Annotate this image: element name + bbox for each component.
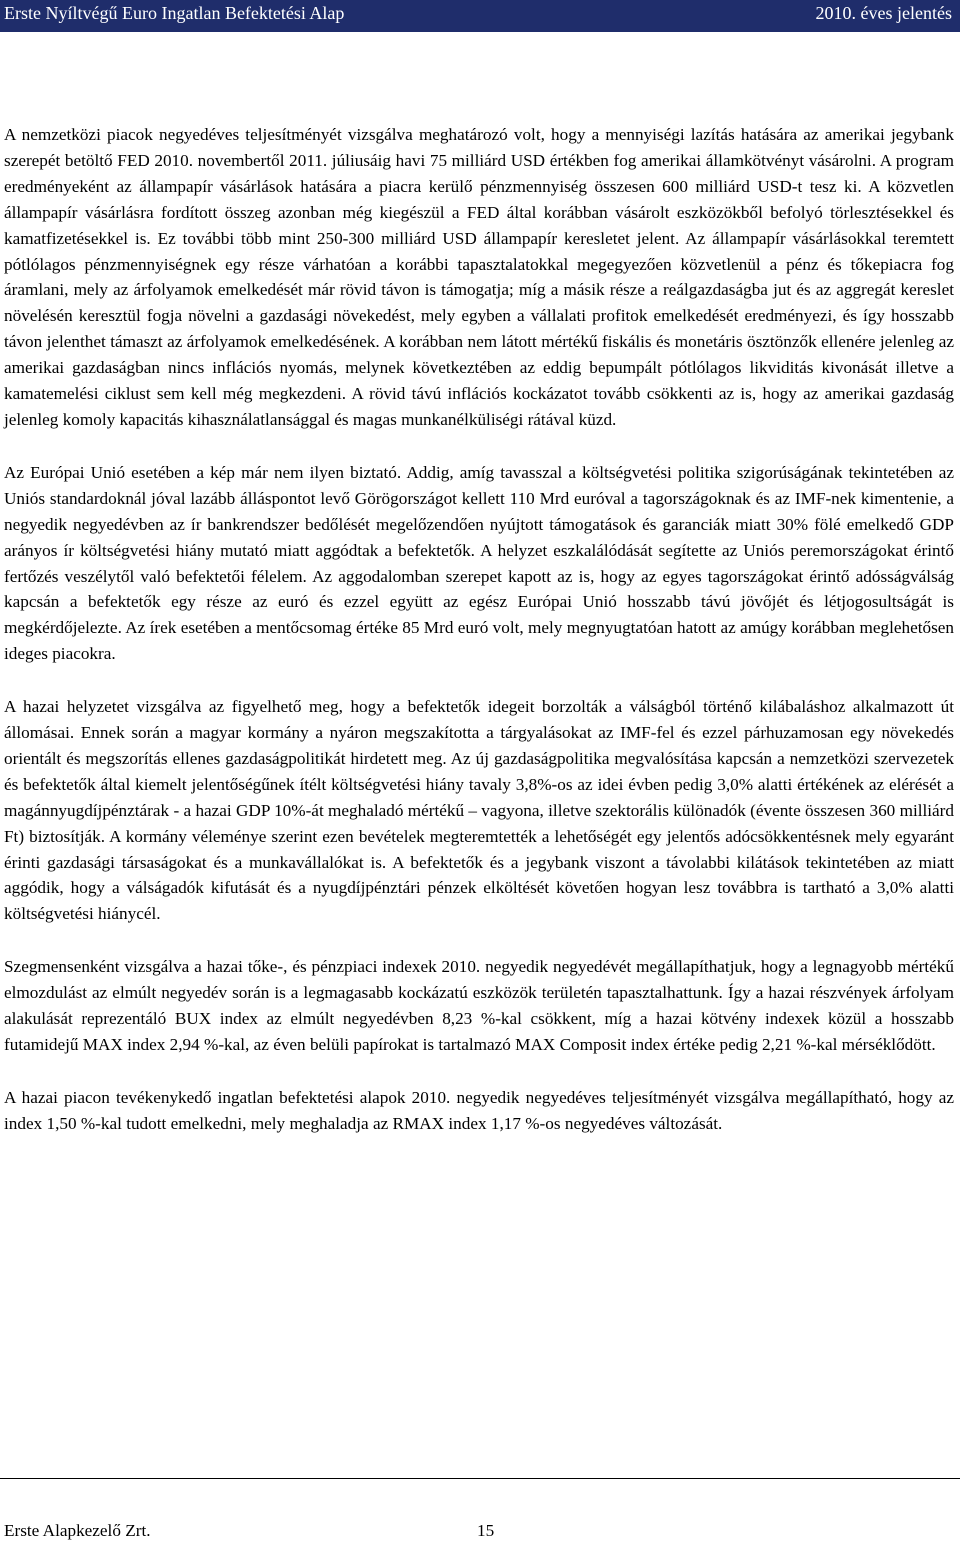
document-title: Erste Nyíltvégű Euro Ingatlan Befektetési Alap: [4, 3, 345, 23]
footer-company: Erste Alapkezelő Zrt.: [4, 1521, 151, 1540]
footer-divider: [0, 1478, 960, 1479]
page-number: 15: [477, 1521, 495, 1540]
body-text: [4, 122, 954, 1164]
report-title: 2010. éves jelentés: [815, 3, 952, 23]
page-header: [0, 0, 960, 32]
paragraph-domestic-situation: A hazai helyzetet vizsgálva az figyelhető meg, hogy a befektetők idegeit borzolták a válságból történő kilábaláshoz alkalmazott út állomásai. Ennek során a magyar kormány a nyáron megszakította a tárgyalásokat az IMF-fel és ezzel párhuzamosan egy növekedés orientált és megszorítás ellenes gazdaságpolitikát hirdetett meg. Az új gazdaságpolitika megvalósítása kapcsán a nemzetközi szervezetek és befektetők által kiemelt jelentőségűnek ítélt költségvetési hiány tavaly 3,8%-os az idei évben pedig 3,0% alatti értékének az elérését a magánnyugdíjpénztárak - a hazai GDP 10%-át meghaladó mértékű – vagyona, illetve szektorális különadók (évente összesen 360 milliárd Ft) biztosítják. A kormány véleménye szerint ezen bevételek megteremtették a lehetőségét egy jelentős adócsökkentésnek mely egyaránt érinti gazdasági társaságokat és a munkavállalókat is. A befektetők és a jegybank viszont a távolabbi kilátások tekintetében az miatt aggódik, hogy a válságadók kifutását és a nyugdíjpénztári pénzek elköltését követően hogyan lesz továbbra is tartható a 3,0% alatti költségvetési hiánycél.: [4, 697, 954, 924]
paragraph-european-union: Az Európai Unió esetében a kép már nem ilyen biztató. Addig, amíg tavasszal a költségvetési politika szigorúságának tekintetében az Uniós standardoknál jóval lazább álláspontot levő Görögországot kellett 110 Mrd euróval a tagországoknak és az IMF-nek kimentenie, a negyedik negyedévben az ír bankrendszer bedőlését megelőzendően nyújtott támogatások és garanciák miatt 30% fölé emelkedő GDP arányos ír költségvetési hiány mutató miatt aggódtak a befektetők. A helyzet eszkalálódását segítette az Uniós peremországokat érintő fertőzés veszélytől való befektetői félelem. Az aggodalomban szerepet kapott az is, hogy az egyes tagországokat érintő adósságválság kapcsán a befektetők egy része az euró és ezzel együtt az egész Európai Unió hosszabb távú jövőjét és létjogosultságát is megkérdőjelezte. Az írek esetében a mentőcsomag értéke 85 Mrd euró volt, mely megnyugtatóan hatott az amúgy korábban meglehetősen ideges piacokra.: [4, 462, 954, 664]
paragraph-real-estate-funds: A hazai piacon tevékenykedő ingatlan befektetési alapok 2010. negyedik negyedéves teljesítményét vizsgálva megállapítható, hogy az index 1,50 %-kal tudott emelkedni, mely meghaladja az RMAX index 1,17 %-os negyedéves változását.: [4, 1087, 954, 1133]
paragraph-international-markets: A nemzetközi piacok negyedéves teljesítményét vizsgálva meghatározó volt, hogy a mennyiségi lazítás hatására az amerikai jegybank szerepét betöltő FED 2010. novembertől 2011. júliusáig havi 75 milliárd USD értékben fog amerikai államkötvényt vásárolni. A program eredményeként az állampapír vásárlások hatására a piacra kerülő pénzmennyiség összesen 600 milliárd USD-t tesz ki. A közvetlen állampapír vásárlásra fordított összeg azonban még kiegészül a FED által korábban vásárolt eszközökből befolyó törlesztésekkel és kamatfizetésekkel is. Ez további több mint 250-300 milliárd USD állampapír keresletet jelent. Az állampapír vásárlásokkal teremtett pótlólagos pénzmennyiségnek egy része várhatóan a korábbi tapasztalatokkal megegyezően közvetlenül a pénz és tőkepiacra fog áramlani, mely az árfolyamok emelkedését már rövid távon is támogatja; míg a másik része a reálgazdaságba jut és az aggregát kereslet növelésén keresztül fogja növelni a gazdasági növekedést, mely egyben a vállalati profitok emelkedését eredményezi, és így hosszabb távon jelenthet támaszt az árfolyamok emelkedésének. A korábban nem látott mértékű fiskális és monetáris ösztönzők ellenére jelenleg az amerikai gazdaságban nincs inflációs nyomás, melynek következtében az eddig bepumpált pótlólagos likviditás kivonását illetve a kamatemelési ciklust sem kell még megkezdeni. A rövid távú inflációs kockázatot tovább csökkenti az is, hogy az amerikai gazdaság jelenleg komoly kapacitás kihasználatlansággal és magas munkanélküliségi rátával küzd.: [4, 125, 954, 429]
paragraph-domestic-indices: Szegmensenként vizsgálva a hazai tőke-, és pénzpiaci indexek 2010. negyedik negyedévét megállapíthatjuk, hogy a legnagyobb mértékű elmozdulást az elmúlt negyedév során is a legmagasabb kockázatú eszközök területén tapasztalhattunk. Így a hazai részvények árfolyam alakulását reprezentáló BUX index az elmúlt negyedévben 8,23 %-kal csökkent, míg a hazai kötvény indexek közül a hosszabb futamidejű MAX index 2,94 %-kal, az éven belüli papírokat is tartalmazó MAX Composit index értéke pedig 2,21 %-kal mérséklődött.: [4, 957, 954, 1054]
